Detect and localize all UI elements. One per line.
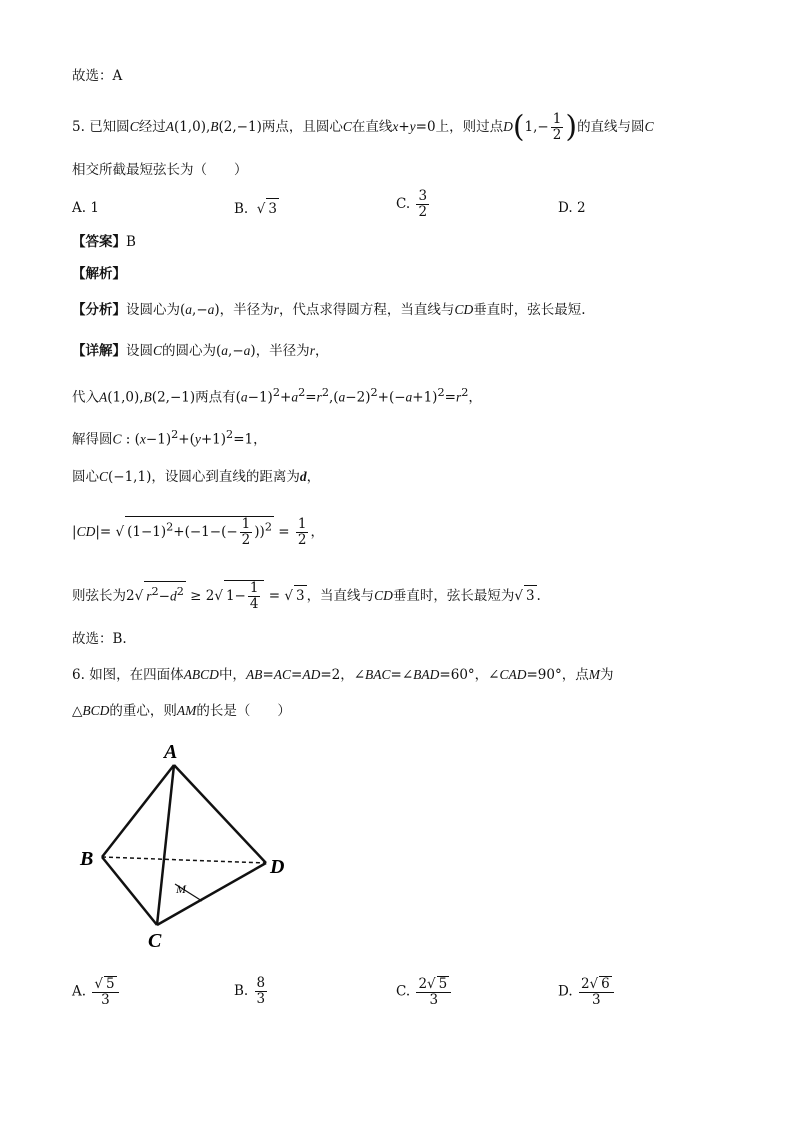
analysis-tag: 【解析】: [72, 266, 126, 282]
label-a: A: [164, 741, 178, 763]
q6-option-b[interactable]: B. $\frac{8}{3}$: [234, 975, 266, 1007]
q5-option-b[interactable]: B. √ 3: [234, 198, 279, 219]
answer-line: 【答案】B: [72, 234, 136, 250]
edge-bd-dashed: [102, 857, 266, 863]
q5-stem-mid3: 在直线: [351, 119, 393, 135]
edge-cd: [157, 863, 266, 925]
q5-stem-line2: 相交所截最短弦长为（ ）: [72, 162, 248, 178]
label-c: C: [148, 930, 162, 952]
q5-number: 5.: [72, 119, 85, 135]
q5-stem-mid4: 上，则过点: [435, 119, 504, 135]
final-answer-line: 故选：B.: [72, 631, 127, 647]
edge-bc: [102, 857, 157, 925]
tetrahedron-figure: [72, 733, 302, 953]
q5-stem-mid5: 的直线与圆: [577, 119, 645, 135]
q6-option-a[interactable]: A. $\frac{√ 5}{3}$: [72, 976, 121, 1008]
center-line: 圆心C(−1,1)，设圆心到直线的距离为d，: [72, 469, 321, 485]
q6-stem-line1: 6. 如图，在四面体ABCD中，AB=AC=AD=2，∠BAC=∠BAD=60°，∠CAD=90°，点M为: [72, 667, 614, 683]
q6-stem-line2: △BCD的重心，则AM的长是（ ）: [72, 703, 291, 719]
q5-stem-line1: 5. 已知圆C经过A(1,0),B(2,−1)两点，且圆心C在直线x+y=0上，则过点D(1,− $\frac{1}{2}$ )的直线与圆C: [72, 109, 654, 145]
q5-stem-mid1: 经过: [138, 119, 166, 135]
edge-ad: [174, 765, 266, 863]
edge-ab: [102, 765, 174, 857]
q5-option-c[interactable]: C. $\frac{3}{2}$: [396, 188, 428, 220]
cd-length-line: |CD|= √ $(1-1)^2+(-1-(-$ $\frac{1}{2}$ ))$^2$ = $\frac{1}{2}$ ，: [72, 516, 324, 548]
frac-neg-half: $\frac{1}{2}$: [552, 111, 562, 143]
edge-ac: [157, 765, 174, 925]
previous-answer: 故选：A: [72, 68, 123, 84]
q5-stem-mid2: 两点，且圆心: [261, 119, 343, 135]
substitute-line: 代入A(1,0),B(2,−1)两点有$(a-1)^2+a^2=r^2,(a-2)^2+(-a+1)^2=r^2$，: [72, 386, 482, 406]
solve-line: 解得圆C : $(x-1)^2+(y+1)^2=1$，: [72, 428, 267, 448]
label-d: D: [270, 856, 285, 878]
xiangjie-line: 【详解】设圆C的圆心为(a,−a)，半径为r，: [72, 343, 329, 359]
label-m: M: [176, 882, 186, 896]
q5-stem-prefix: 已知圆: [89, 119, 130, 135]
fenxi-line: 【分析】设圆心为(a,−a)，半径为r，代点求得圆方程，当直线与CD垂直时，弦长最短.: [72, 302, 586, 318]
label-b: B: [80, 848, 94, 870]
q5-option-a[interactable]: A. 1: [72, 200, 99, 216]
q6-option-d[interactable]: D. $\frac{2√ 6}{3}$: [558, 976, 616, 1008]
q6-option-c[interactable]: C. $\frac{2√ 5}{3}$: [396, 976, 453, 1008]
q5-option-d[interactable]: D. 2: [558, 200, 586, 216]
chord-line: 则弦长为2√ $r^2-d^2 \ge 2√$ 1− $\frac{1}{4}$ = √ 3 ，当直线与CD垂直时，弦长最短为√ 3 .: [72, 580, 541, 612]
